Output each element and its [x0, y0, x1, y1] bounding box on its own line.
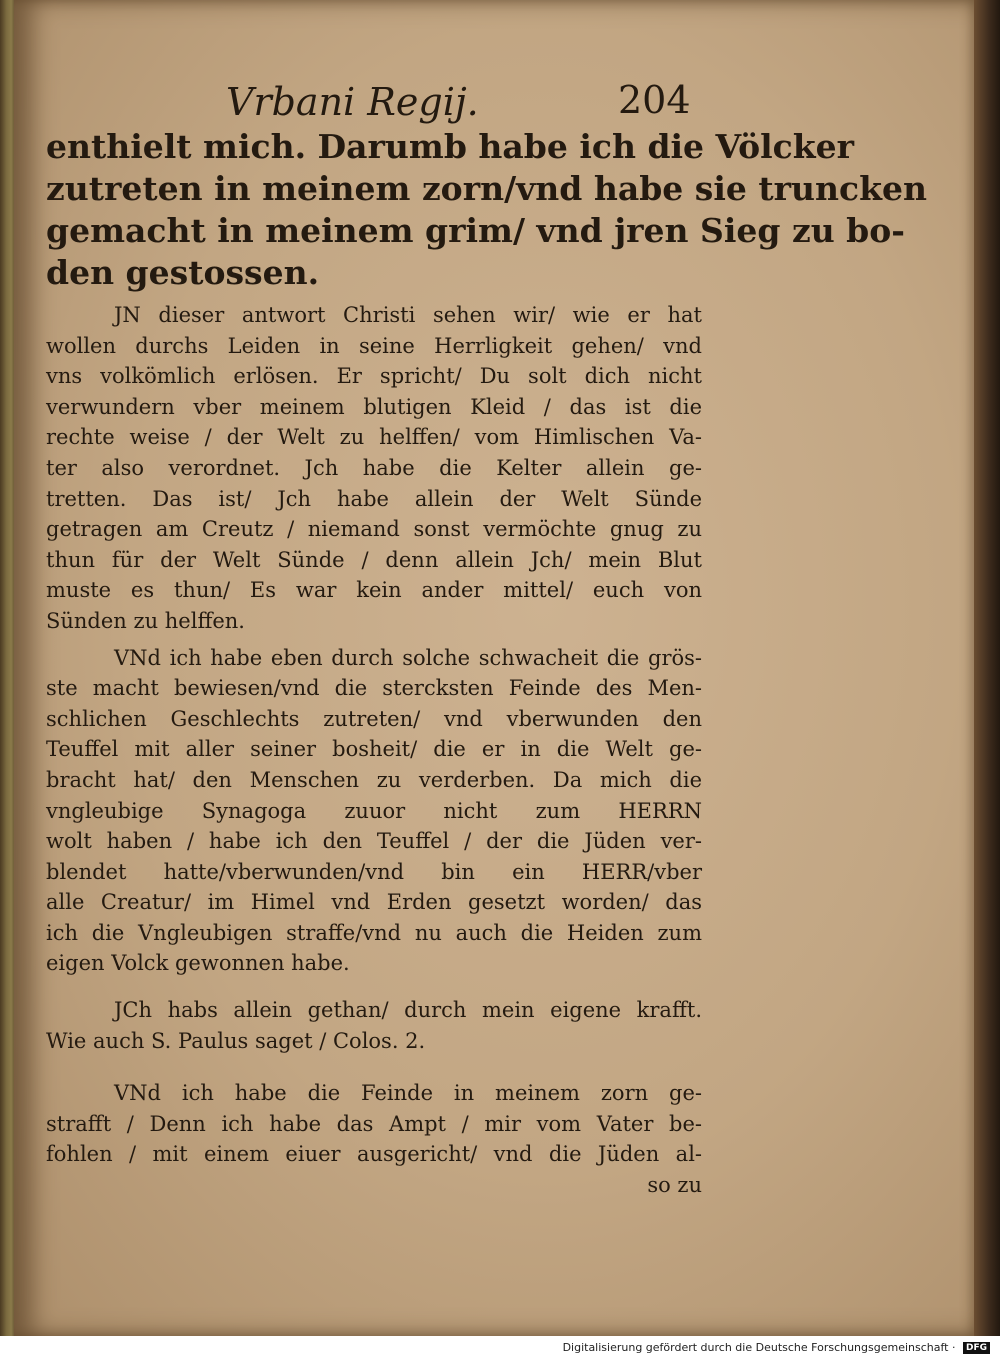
text-line: vns volkömlich erlösen. Er spricht/ Du solt dich nicht: [46, 364, 702, 389]
running-header: [46, 70, 702, 126]
text-line: vngleubige Synagoga zuuor nicht zum HERRN: [46, 798, 702, 823]
dfg-logo: DFG: [963, 1342, 990, 1354]
paragraph: [46, 300, 702, 637]
footer-text: Digitalisierung gefördert durch die Deutsche Forschungsgemeinschaft ·: [562, 1341, 956, 1354]
text-line: Wie auch S. Paulus saget / Colos. 2.: [46, 1028, 426, 1053]
text-line: getragen am Creutz / niemand sonst vermöchte gnug zu: [46, 517, 702, 542]
text-line: VNd ich habe die Feinde in meinem zorn ge-: [114, 1081, 702, 1106]
text-line: bracht hat/ den Menschen zu verderben. Da mich die: [46, 767, 702, 792]
text-line: zutreten in meinem zorn/vnd habe sie truncken: [46, 169, 927, 208]
text-line: JCh habs allein gethan/ durch mein eigene krafft.: [114, 998, 702, 1023]
text-line: den gestossen.: [46, 253, 320, 292]
text-line: blendet hatte/vberwunden/vnd bin ein HERR/vber: [46, 859, 702, 884]
text-line: eigen Volck gewonnen habe.: [46, 951, 350, 976]
text-line: Sünden zu helffen.: [46, 608, 245, 633]
text-line: ste macht bewiesen/vnd die stercksten Feinde des Men-: [46, 676, 702, 701]
text-line: strafft / Denn ich habe das Ampt / mir vom Vater be-: [46, 1111, 702, 1136]
text-line: muste es thun/ Es war kein ander mittel/ euch von: [46, 578, 702, 603]
text-line: JN dieser antwort Christi sehen wir/ wie er hat: [114, 303, 702, 327]
text-line: Teuffel mit aller seiner bosheit/ die er in die Welt ge-: [46, 737, 702, 762]
text-line: wolt haben / habe ich den Teuffel / der die Jüden ver-: [46, 829, 702, 854]
text-line: thun für der Welt Sünde / denn allein Jch/ mein Blut: [46, 547, 702, 572]
page-edge-shadow: [974, 0, 1000, 1336]
paragraph: [46, 995, 702, 1056]
text-line: wollen durchs Leiden in seine Herrligkeit gehen/ vnd: [46, 333, 702, 358]
page-text: [46, 70, 927, 1201]
text-line: enthielt mich. Darumb habe ich die Völcker: [46, 127, 855, 166]
paragraph: [46, 1078, 702, 1200]
text-line: VNd ich habe eben durch solche schwacheit die grös-: [114, 645, 702, 670]
page-number: 204: [618, 78, 691, 122]
text-line: fohlen / mit einem eiuer ausgericht/ vnd die Jüden al-: [46, 1142, 702, 1167]
running-title: Vrbani Regij.: [226, 80, 479, 124]
catchword: so zu: [647, 1173, 702, 1198]
opening-passage: [46, 126, 927, 294]
text-line: verwundern vber meinem blutigen Kleid / das ist die: [46, 394, 702, 419]
text-line: alle Creatur/ im Himel vnd Erden gesetzt worden/ das: [46, 890, 702, 915]
text-line: tretten. Das ist/ Jch habe allein der Welt Sünde: [46, 486, 702, 511]
footer-credit: [563, 1341, 990, 1354]
text-line: ich die Vngleubigen straffe/vnd nu auch die Heiden zum: [46, 920, 702, 945]
text-line: ter also verordnet. Jch habe die Kelter allein ge-: [46, 455, 702, 480]
text-line: rechte weise / der Welt zu helffen/ vom Himlischen Va-: [46, 425, 702, 450]
text-line: schlichen Geschlechts zutreten/ vnd vberwunden den: [46, 706, 702, 731]
paragraph: [46, 643, 702, 980]
text-line: gemacht in meinem grim/ vnd jren Sieg zu bo-: [46, 211, 905, 250]
